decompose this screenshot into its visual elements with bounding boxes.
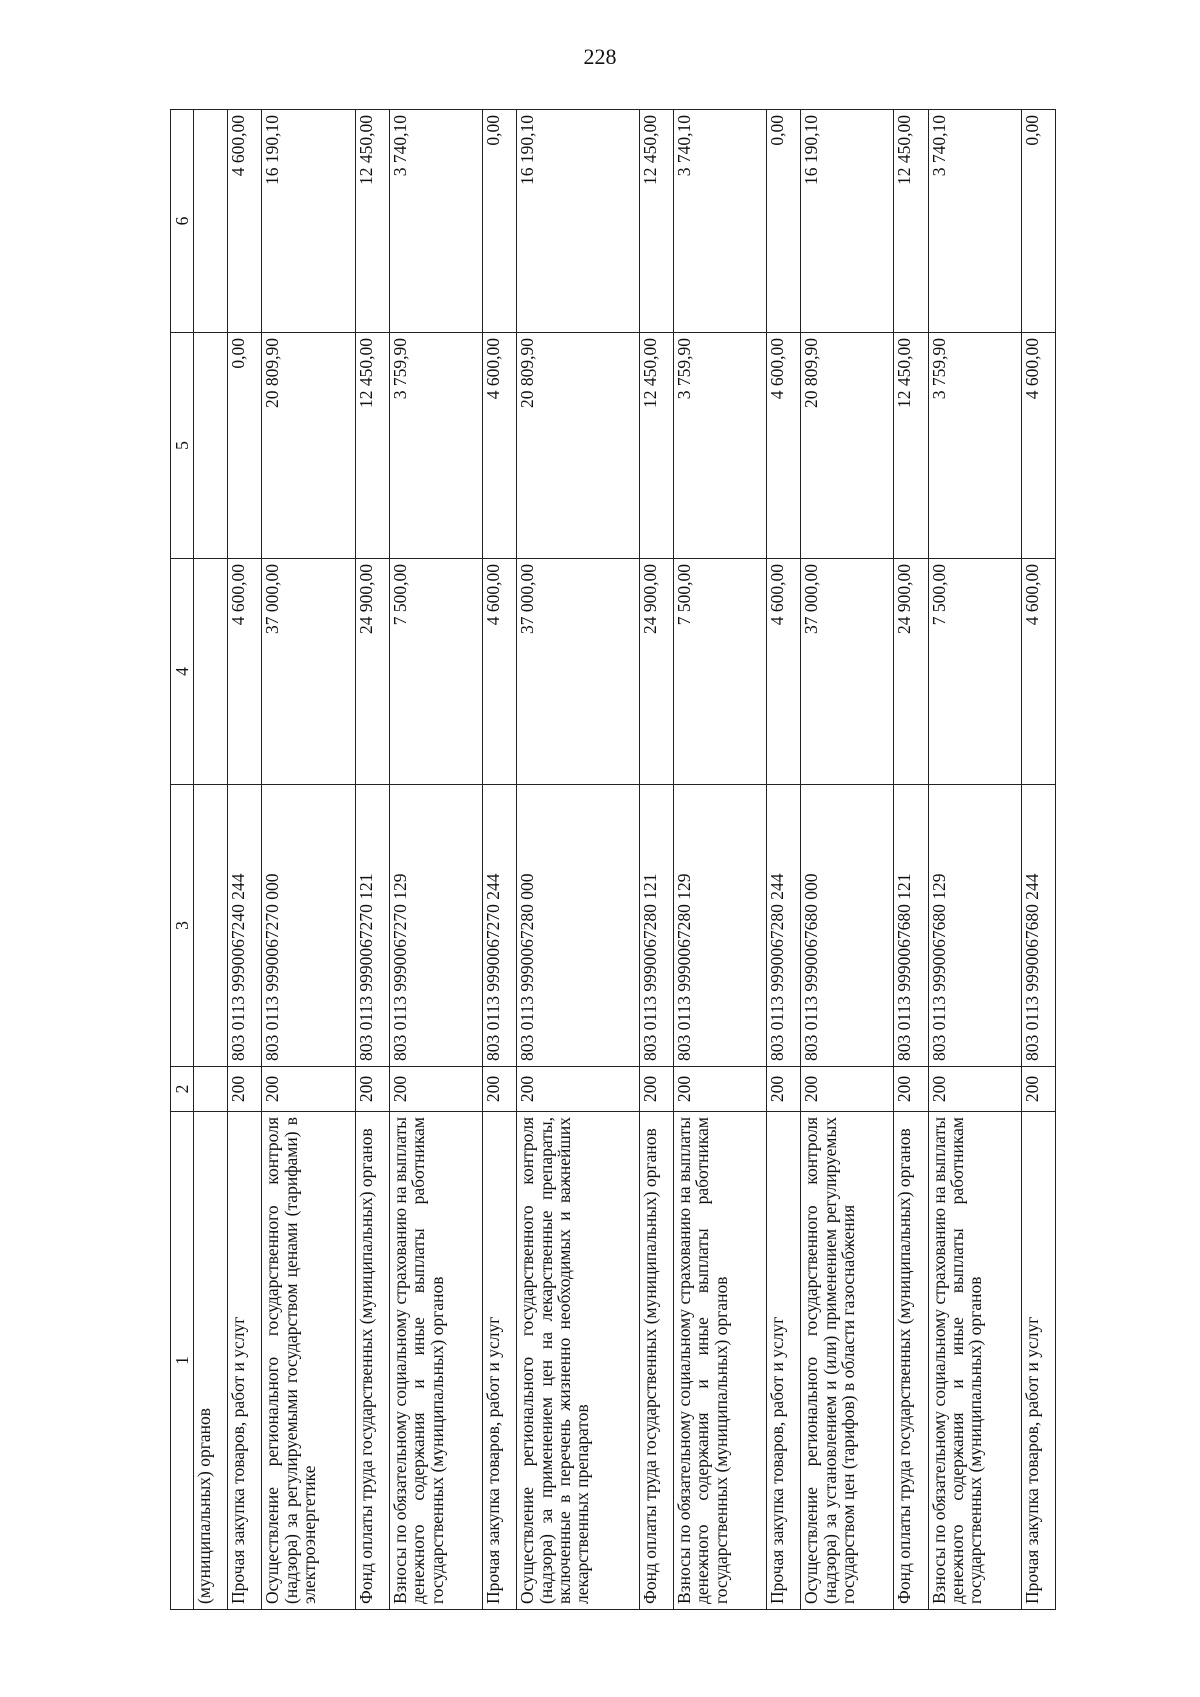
- row-name: Взносы по обязательному социальному страхованию на выплаты денежного содержания и иные выплаты работникам государственных (муниципальных) органов: [928, 1112, 1021, 1610]
- row-code: 200: [262, 1067, 355, 1112]
- row-value-col6: 0,00: [482, 110, 516, 333]
- rotated-table-container: [170, 110, 1056, 1610]
- row-value-col6: 3 740,10: [673, 110, 766, 333]
- row-value-col6: 12 450,00: [355, 110, 389, 333]
- row-value-col5: 20 809,90: [262, 333, 355, 559]
- row-kbk: 803 0113 9990067680 000: [801, 785, 894, 1067]
- row-kbk: 803 0113 9990067280 129: [673, 785, 766, 1067]
- row-value-col5: 0,00: [228, 333, 262, 559]
- row-value-col5: 12 450,00: [355, 333, 389, 559]
- row-code: 200: [639, 1067, 673, 1112]
- row-kbk: 803 0113 9990067270 000: [262, 785, 355, 1067]
- row-value-col4: 37 000,00: [262, 559, 355, 785]
- row-kbk: 803 0113 9990067680 121: [894, 785, 928, 1067]
- row-name: Прочая закупка товаров, работ и услуг: [228, 1112, 262, 1610]
- row-value-col4: 4 600,00: [482, 559, 516, 785]
- table-row: [801, 110, 894, 1610]
- row-kbk: 803 0113 9990067680 244: [1021, 785, 1055, 1067]
- row-kbk: 803 0113 9990067270 121: [355, 785, 389, 1067]
- row-code: 200: [228, 1067, 262, 1112]
- row-kbk: 803 0113 9990067280 244: [766, 785, 800, 1067]
- row-code: 200: [894, 1067, 928, 1112]
- row-value-col5: 20 809,90: [801, 333, 894, 559]
- row-value-col5: 12 450,00: [639, 333, 673, 559]
- row-name: Взносы по обязательному социальному страхованию на выплаты денежного содержания и иные выплаты работникам государственных (муниципальных) органов: [673, 1112, 766, 1610]
- row-value-col6: 16 190,10: [262, 110, 355, 333]
- row-value-col6: 12 450,00: [639, 110, 673, 333]
- table-row: [482, 110, 516, 1610]
- row-name: Осуществление регионального государственного контроля (надзора) за регулируемыми государством ценами (тарифами) в электроэнергетике: [262, 1112, 355, 1610]
- row-value-col5: 3 759,90: [389, 333, 482, 559]
- row-code: 200: [1021, 1067, 1055, 1112]
- table-row: [389, 110, 482, 1610]
- row-name: Фонд оплаты труда государственных (муниципальных) органов: [894, 1112, 928, 1610]
- row-value-col4: 4 600,00: [228, 559, 262, 785]
- row-value-col4: 4 600,00: [1021, 559, 1055, 785]
- page-number: 228: [583, 44, 617, 69]
- row-value-col6: 0,00: [1021, 110, 1055, 333]
- column-header: 1: [171, 1112, 194, 1610]
- table-row: [228, 110, 262, 1610]
- row-value-col4: 24 900,00: [894, 559, 928, 785]
- row-value-col5: 4 600,00: [482, 333, 516, 559]
- continuation-text: (муниципальных) органов: [194, 1112, 228, 1610]
- continuation-row: [194, 110, 228, 1610]
- row-code: 200: [801, 1067, 894, 1112]
- row-kbk: 803 0113 9990067270 244: [482, 785, 516, 1067]
- row-kbk: 803 0113 9990067270 129: [389, 785, 482, 1067]
- table-row: [673, 110, 766, 1610]
- table-row: [639, 110, 673, 1610]
- row-name: Взносы по обязательному социальному страхованию на выплаты денежного содержания и иные выплаты работникам государственных (муниципальных) органов: [389, 1112, 482, 1610]
- row-value-col5: 12 450,00: [894, 333, 928, 559]
- header-row: [171, 110, 194, 1610]
- row-value-col5: 3 759,90: [928, 333, 1021, 559]
- table-row: [1021, 110, 1055, 1610]
- column-header: 2: [171, 1067, 194, 1112]
- row-code: 200: [482, 1067, 516, 1112]
- row-name: Осуществление регионального государственного контроля (надзора) за установлением и (или) применением регулируемых государством цен (тарифов) в области газоснабжения: [801, 1112, 894, 1610]
- row-value-col4: 7 500,00: [389, 559, 482, 785]
- row-kbk: 803 0113 9990067680 129: [928, 785, 1021, 1067]
- row-name: Фонд оплаты труда государственных (муниципальных) органов: [639, 1112, 673, 1610]
- row-value-col4: 24 900,00: [355, 559, 389, 785]
- column-header: 3: [171, 785, 194, 1067]
- column-header: 6: [171, 110, 194, 333]
- row-code: 200: [766, 1067, 800, 1112]
- row-value-col4: 24 900,00: [639, 559, 673, 785]
- row-code: 200: [673, 1067, 766, 1112]
- row-value-col5: 20 809,90: [517, 333, 640, 559]
- table-row: [766, 110, 800, 1610]
- row-value-col6: 0,00: [766, 110, 800, 333]
- row-value-col6: 16 190,10: [801, 110, 894, 333]
- row-value-col5: 4 600,00: [766, 333, 800, 559]
- row-code: 200: [355, 1067, 389, 1112]
- row-value-col4: 37 000,00: [801, 559, 894, 785]
- row-value-col4: 37 000,00: [517, 559, 640, 785]
- column-header: 5: [171, 333, 194, 559]
- row-value-col6: 3 740,10: [928, 110, 1021, 333]
- table-row: [355, 110, 389, 1610]
- row-value-col4: 7 500,00: [928, 559, 1021, 785]
- row-value-col6: 3 740,10: [389, 110, 482, 333]
- column-header: 4: [171, 559, 194, 785]
- row-code: 200: [389, 1067, 482, 1112]
- row-value-col5: 3 759,90: [673, 333, 766, 559]
- row-name: Прочая закупка товаров, работ и услуг: [482, 1112, 516, 1610]
- row-value-col4: 4 600,00: [766, 559, 800, 785]
- row-kbk: 803 0113 9990067280 000: [517, 785, 640, 1067]
- row-name: Прочая закупка товаров, работ и услуг: [1021, 1112, 1055, 1610]
- row-value-col6: 16 190,10: [517, 110, 640, 333]
- table-row: [894, 110, 928, 1610]
- row-kbk: 803 0113 9990067280 121: [639, 785, 673, 1067]
- table-row: [928, 110, 1021, 1610]
- budget-table: [170, 109, 1056, 1610]
- table-row: [262, 110, 355, 1610]
- row-kbk: 803 0113 9990067240 244: [228, 785, 262, 1067]
- row-name: Осуществление регионального государственного контроля (надзора) за применением цен на лекарственные препараты, включенные в перечень жизненно необходимых и важнейших лекарственных препаратов: [517, 1112, 640, 1610]
- row-value-col5: 4 600,00: [1021, 333, 1055, 559]
- row-name: Фонд оплаты труда государственных (муниципальных) органов: [355, 1112, 389, 1610]
- row-code: 200: [517, 1067, 640, 1112]
- row-name: Прочая закупка товаров, работ и услуг: [766, 1112, 800, 1610]
- row-value-col6: 12 450,00: [894, 110, 928, 333]
- row-code: 200: [928, 1067, 1021, 1112]
- table-row: [517, 110, 640, 1610]
- row-value-col6: 4 600,00: [228, 110, 262, 333]
- row-value-col4: 7 500,00: [673, 559, 766, 785]
